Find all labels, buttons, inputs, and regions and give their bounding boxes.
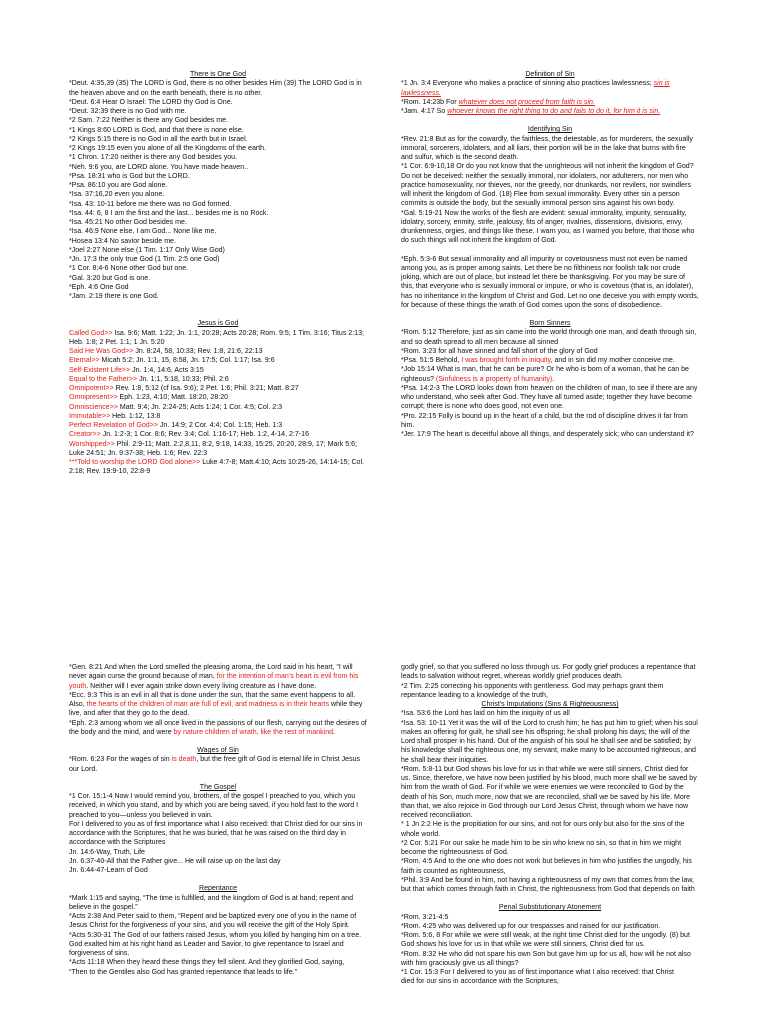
- verse: [401, 79, 699, 98]
- verse: *Psa. 86:10 you are God alone.: [69, 182, 168, 189]
- verse-text: while they live, and after that they go to the dead.: [69, 701, 363, 718]
- attribute-refs: Micah 5:2; Jn. 1:1, 15, 8:58, Jn. 17:5; Col. 1:17; Isa. 9:6: [101, 357, 275, 365]
- attribute-refs: Jn. 14:9; 2 Cor. 4:4; Col. 1:15; Heb. 1:3: [159, 422, 283, 429]
- verse-text: , but the free gift of God is eternal life in Christ Jesus our Lord.: [69, 756, 361, 773]
- verse: *Jam. 2:19 there is one God.: [69, 293, 159, 300]
- attribute-label: Said He Was God>>: [69, 348, 136, 355]
- verse: *1 Chron. 17:20 neither is there any God besides you.: [69, 154, 238, 162]
- verse: *Isa. 43: 10-11 before me there was no God formed.: [69, 200, 232, 208]
- verse: *2 Cor. 5:21 For our sake he made him to be sin who knew no sin, so that in him we might become the righteousness of God.: [401, 839, 682, 856]
- attribute-label: Eternal>>: [69, 357, 102, 365]
- verse-text: *Eph. 2:3 among whom we all once lived in the passions of our flesh, carrying out the desires of the body and the mind, and were: [69, 719, 367, 736]
- attribute-refs: Jn. 1:1, 5:18, 10:33; Phil. 2:6: [139, 375, 229, 383]
- verse: *2 Tim. 2:25 correcting his opponents with gentleness. God may perhaps grant them repentance leading to a knowledge of the truth,: [401, 682, 664, 699]
- attribute-line: [69, 430, 367, 439]
- verse: [401, 365, 699, 384]
- verse: *Isa. 53: 10-11 Yet it was the will of the Lord to crush him; he has put him to grief; when his soul makes an offering for guilt, he shall see his offspring; he shall prolong his days; the will of the Lord shall prosper in his hand. Out of the anguish of his soul he shall see and be satisfied; by his knowledge shall the righteous one, my servant, make many to be accounted righteous, and he shall bear their iniquities.: [401, 719, 698, 764]
- attribute-refs: Phil. 2:9-11; Matt. 2:2,8,11, 8:2, 9:18, 14:33, 15:25, 20:20, 28:9, 17; Mark 5:6; Luke 24:51; Jn. 9:37-38; Heb. 1:6; Rev. 22:3: [69, 440, 357, 457]
- column-top-right: [401, 70, 699, 439]
- verse-text: . Neither will I ever again strike down every living creature as I have done.: [86, 682, 317, 690]
- attribute-line: [69, 366, 367, 375]
- verse: * 1 Jn 2:2 He is the propitiation for our sins, and not for ours only but also for the sins of the whole world.: [401, 821, 685, 838]
- attribute-line: [69, 347, 367, 356]
- attribute-refs: Jn. 1:2-3; 1 Cor. 8:6; Rev. 3:4; Col. 1:16-17; Heb. 1:2, 4-14, 2:7-16: [102, 431, 309, 439]
- attribute-line: [69, 421, 367, 430]
- verse-text: .: [333, 728, 335, 736]
- verse: *Deut. 32:39 there is no God with me.: [69, 108, 187, 115]
- heading-the-gospel: The Gospel: [199, 783, 237, 791]
- verse: [401, 98, 699, 107]
- verse-text: *Rom. 6:23 For the wages of sin: [69, 756, 172, 764]
- verse: *Eph. 4:6 One God: [69, 283, 129, 291]
- verse: *Psa. 18:31 who is God but the LORD.: [69, 172, 190, 180]
- verse: *Jer. 17:9 The heart is deceitful above all things, and desperately sick; who can understand it?: [401, 431, 694, 438]
- verse: *Gal. 5:19-21 Now the works of the flesh are evident: sexual immorality, impurity, sensuality, idolatry, sorcery, enmity, strife, jealousy, fits of anger, rivalries, dissensions, divisions, envy, drunkenness, orgies, and things like these. I warn you, as I warned you before, that those who do such things will not inherit the kingdom of God.: [401, 209, 695, 245]
- verse: *Acts 11:18 When they heard these things they fell silent. And they glorified God, saying,: [69, 959, 345, 967]
- verse: *Joel 2:27 None else (1 Tim. 1:17 Only Wise God): [69, 246, 225, 254]
- attribute-refs: Isa. 9:6; Matt. 1:22; Jn. 1:1, 20:28; Acts 20:28; Rom. 9:5; 1 Tim. 3:16; Titus 2:13; Heb. 1:8; 2 Pet. 1:1; 1 Jn. 5:20: [69, 329, 364, 346]
- attribute-label: Perfect Revelation of God>>: [69, 422, 160, 429]
- attribute-label: Equal to the Father>>: [69, 375, 140, 383]
- heading-repentance: Repentance: [198, 885, 237, 893]
- verse: *Jn. 17:3 the only true God (1 Tim. 2:5 one God): [69, 256, 220, 263]
- verse: *Rom. 5:8-11 but God shows his love for us in that while we were still sinners, Christ died for us. Since, therefore, we have now been justified by his blood, much more shall we be saved by him from the wrath of God. For if while we were enemies we were reconciled to God by the death of his Son, much more, now that we are reconciled, shall we be saved by his life. More than that, we also rejoice in God through our Lord Jesus Christ, through whom we have now received reconciliation.: [401, 765, 697, 819]
- attribute-label: Creator>>: [69, 431, 103, 439]
- verse: *Acts 2:38 And Peter said to them, “Repent and be baptized every one of you in the name of Jesus Christ for the forgiveness of your sins, and you will receive the gift of the Holy Spirit.: [69, 913, 357, 930]
- heading-jesus-is-god: Jesus is God: [197, 320, 239, 328]
- attribute-line: [69, 458, 367, 477]
- attribute-label: Worshipped>>: [69, 440, 117, 448]
- verse: *1 Cor. 15:3 For I delivered to you as of first importance what I also received: that Christ: [401, 969, 674, 976]
- verse: *Rom. 3:23 for all have sinned and fall short of the glory of God: [401, 347, 598, 355]
- heading-penal-substitutionary-atonement: Penal Substitutionary Atonement: [498, 904, 602, 912]
- jesus-god-list: [69, 329, 367, 477]
- verse: *Isa. 44: 6, 8 I am the first and the last... besides me is no Rock.: [69, 209, 269, 217]
- verse: *1 Kings 8:60 LORD is God, and that there is none else.: [69, 126, 244, 134]
- verse: Jn. 6:44-47-Learn of God: [69, 867, 148, 874]
- attribute-label: Omniscience>>: [69, 403, 120, 411]
- verse: [69, 755, 367, 774]
- verse: Jn. 6:37-40-All that the Father give... He will raise up on the last day: [69, 857, 281, 865]
- column-bottom-right: [401, 663, 699, 987]
- verse: *1 Cor. 8:4-6 None other God but one.: [69, 265, 189, 273]
- highlight-text: (Sinfulness is a property of humanity): [435, 375, 553, 383]
- heading-born-sinners: Born Sinners: [529, 320, 571, 327]
- one-god-list: [69, 79, 367, 301]
- verse: [401, 107, 699, 116]
- verse: *Phil. 3:9 And be found in him, not having a righteousness of my own that comes from the law, but that which comes through faith in Christ, the righteousness from God that depends on faith: [401, 876, 695, 893]
- verse: *Gal. 3:20 but God is one.: [69, 274, 151, 282]
- verse: *1 Cor. 15:1-4 Now I would remind you, brothers, of the gospel I preached to you, which you received, in which you stand, and by which you are being saved, if you hold fast to the word I preached to you—unless you believed in vain.: [69, 793, 359, 819]
- verse-text: .: [552, 375, 555, 383]
- verse: *Isa. 37:16,20 even you alone.: [69, 191, 165, 199]
- attribute-line: [69, 412, 367, 421]
- verse: *Hosea 13:4 No savior beside me.: [69, 237, 176, 245]
- attribute-label: ***Told to worship the LORD God alone>>: [69, 459, 203, 466]
- verse: For I delivered to you as of first importance what I also received: that Christ died for our sins in accordance with the Scriptures, that he was buried, that he was raised on the third day in accordance with the Scriptures: [69, 820, 363, 847]
- verse: [69, 719, 367, 738]
- verse: *Rev. 21:8 But as for the cowardly, the faithless, the detestable, as for murderers, the sexually immoral, sorcerers, idolaters, and all liars, their portion will be in the lake that burns with fire and sulfur, which is the second death.: [401, 135, 693, 161]
- verse: godly grief, so that you suffered no loss through us. For godly grief produces a repentance that leads to salvation without regret, whereas worldly grief produces death.: [401, 664, 696, 681]
- verse: *Rom. 4:5 And to the one who does not work but believes in him who justifies the ungodly, his faith is counted as righteousness,: [401, 858, 692, 875]
- attribute-refs: Heb. 1:12, 13:8: [112, 412, 161, 420]
- highlight-text: for the intention of man’s heart is evil from his youth: [69, 673, 359, 690]
- highlight-text: the hearts of the children of man are full of evil, and madness is in their hearts: [86, 701, 330, 708]
- verse: *Acts 5:30-31 The God of our fathers raised Jesus, whom you killed by hanging him on a tree. God exalted him at his right hand as Leader and Savior, to give repentance to Israel and forgiveness of sins.: [69, 931, 362, 957]
- verse-text: *Job 15:14 What is man, that he can be pure? Or he who is born of a woman, that he can be righteous?: [401, 366, 689, 383]
- attribute-line: [69, 384, 367, 393]
- attribute-line: [69, 440, 367, 459]
- verse: *2 Kings 5:15 there is no God in all the earth but in Israel.: [69, 135, 248, 143]
- attribute-line: [69, 329, 367, 348]
- highlight-text: whatever does not proceed from faith is sin.: [458, 98, 595, 106]
- verse: *Neh. 9:6 you, are LORD alone. You have made heaven..: [69, 163, 249, 171]
- attribute-refs: Jn. 1:4, 14:6, Acts 3:15: [132, 366, 204, 374]
- attribute-refs: Matt. 9:4; Jn. 2:24-25; Acts 1:24; 1 Cor. 4:5; Col. 2:3: [119, 403, 283, 411]
- verse-text: , and in sin did my mother conceive me.: [550, 357, 675, 364]
- verse: *Isa. 53:6 the Lord has laid on him the iniquity of us all: [401, 710, 570, 718]
- attribute-label: Self-Existent Life>>: [69, 366, 133, 374]
- attribute-refs: Eph. 1:23, 4:10; Matt. 18:20, 28:20: [119, 394, 229, 402]
- verse: died for our sins in accordance with the Scriptures,: [401, 978, 559, 986]
- verse: *Deut. 4:35,39 (35) The LORD is God, there is no other besides Him (39) The LORD God is in the heaven above and on the earth beneath, there is no other.: [69, 80, 362, 97]
- verse-text: *Rom. 14:23b For: [401, 98, 459, 106]
- attribute-refs: Jn. 8:24, 58, 10:33; Rev. 1:8, 21:6, 22:13: [135, 348, 263, 355]
- verse-text: *Ecc. 9:3 This is an evil in all that is done under the sun, that the same event happens to all. Also,: [69, 691, 356, 708]
- attribute-label: Omnipresent>>: [69, 394, 120, 402]
- verse: *Rom. 5:6, 8 For while we were still weak, at the right time Christ died for the ungodly. (8) but God shows his love for us in that while we were still sinners, Christ died for us.: [401, 932, 690, 949]
- verse: *Pro. 22:15 Folly is bound up in the heart of a child, but the rod of discipline drives it far from him.: [401, 412, 688, 429]
- verse: Jn. 14:6-Way, Truth, Life: [69, 848, 145, 856]
- heading-definition-of-sin: Definition of Sin: [525, 71, 575, 78]
- verse: *Isa. 45:21 No other God besides me.: [69, 219, 187, 226]
- verse: *2 Sam. 7:22 Neither is there any God besides me.: [69, 117, 229, 125]
- highlight-text: whoever knows the right thing to do and fails to do it, for him it is sin.: [447, 108, 661, 115]
- highlight-text: is death: [171, 756, 197, 764]
- attribute-refs: Luke 4:7-8; Matt.4:10; Acts 10:25-26, 14:14-15; Col. 2:18; Rev. 19:9-10, 22:8-9: [69, 459, 364, 476]
- verse-text: *Gen. 8:21 And when the Lord smelled the pleasing aroma, the Lord said in his heart, “I will never again curse the ground because of man,: [69, 664, 353, 681]
- verse: *Rom. 4:25 who was delivered up for our trespasses and raised for our justification.: [401, 922, 661, 930]
- attribute-line: [69, 403, 367, 412]
- verse-text: *Jam. 4:17 So: [401, 108, 448, 115]
- verse: *Isa. 46:9 None else, I am God... None like me.: [69, 228, 217, 236]
- attribute-refs: Rev. 1:8, 5:12 (cf Isa. 9:6); 2 Pet. 1:6; Phil. 3:21; Matt. 8:27: [115, 385, 299, 392]
- verse: *Psa. 14:2-3 The LORD looks down from heaven on the children of man, to see if there are any who understand, who seek after God. They have all turned aside; together they have become corrupt; there is none who does good, not even one.: [401, 384, 698, 411]
- attribute-line: [69, 356, 367, 365]
- attribute-label: Omnipotent>>: [69, 385, 116, 392]
- highlight-text: I was brought forth in iniquity: [461, 357, 551, 364]
- verse: “Then to the Gentiles also God has granted repentance that leads to life.”: [69, 968, 297, 976]
- attribute-line: [69, 393, 367, 402]
- verse: *Deut. 6:4 Hear O Israel: The LORD thy God is One.: [69, 98, 233, 106]
- verse: [69, 663, 367, 691]
- heading-one-god: There is One God: [189, 71, 246, 78]
- verse: *2 Kings 19:15 even you alone of all the Kingdoms of the earth.: [69, 145, 267, 152]
- verse: *Mark 1:15 and saying, “The time is fulfilled, and the kingdom of God is at hand; repent and believe in the gospel.”: [69, 894, 353, 911]
- verse-text: *Psa. 51:5 Behold,: [401, 357, 462, 364]
- column-top-left: [69, 70, 367, 477]
- attribute-label: Immutable>>: [69, 412, 113, 420]
- verse: *Rom. 3:21-4:5: [401, 913, 449, 921]
- column-bottom-left: [69, 663, 367, 977]
- attribute-label: Called God>>: [69, 329, 115, 337]
- highlight-text: by nature children of wrath, like the rest of mankind: [173, 728, 334, 736]
- verse: [69, 691, 367, 719]
- attribute-line: [69, 375, 367, 384]
- heading-identifying-sin: Identifying Sin: [527, 126, 573, 134]
- verse: *Rom. 5:12 Therefore, just as sin came into the world through one man, and death through sin, and so death spread to all men because all sinned: [401, 329, 697, 346]
- highlight-text: sin is lawlessness.: [401, 80, 670, 97]
- heading-christs-imputations: Christ's Imputations (Sins & Righteousness): [481, 701, 619, 708]
- verse: *Rom. 8:32 He who did not spare his own Son but gave him up for us all, how will he not also with him graciously give us all things?: [401, 950, 691, 967]
- verse: *Eph. 5:3-6 But sexual immorality and all impurity or covetousness must not even be named among you, as is proper among saints. Let there be no filthiness nor foolish talk nor crude joking, which are out of place, but instead let there be thanksgiving. For you may be sure of this, that everyone who is sexually immoral or impure, or who is covetous (that is, an idolater), has no inheritance in the kingdom of Christ and God. Let no one deceive you with empty words, for because of these things the wrath of God comes upon the sons of disobedience.: [401, 255, 699, 309]
- verse: [401, 356, 699, 365]
- verse: *1 Cor. 6:9-10,18 Or do you not know that the unrighteous will not inherit the kingdom of God? Do not be deceived: neither the sexually immoral, nor idolaters, nor adulterers, nor men who practice homosexuality, nor thieves, nor the greedy, nor drunkards, nor revilers, nor swindlers will inherit the kingdom of God. (18) Flee from sexual immorality. Every other sin a person commits is outside the body, but the sexually immoral person sins against his own body.: [401, 163, 694, 208]
- verse-text: *1 Jn. 3:4 Everyone who makes a practice of sinning also practices lawlessness;: [401, 80, 654, 88]
- heading-wages-of-sin: Wages of Sin: [197, 747, 239, 754]
